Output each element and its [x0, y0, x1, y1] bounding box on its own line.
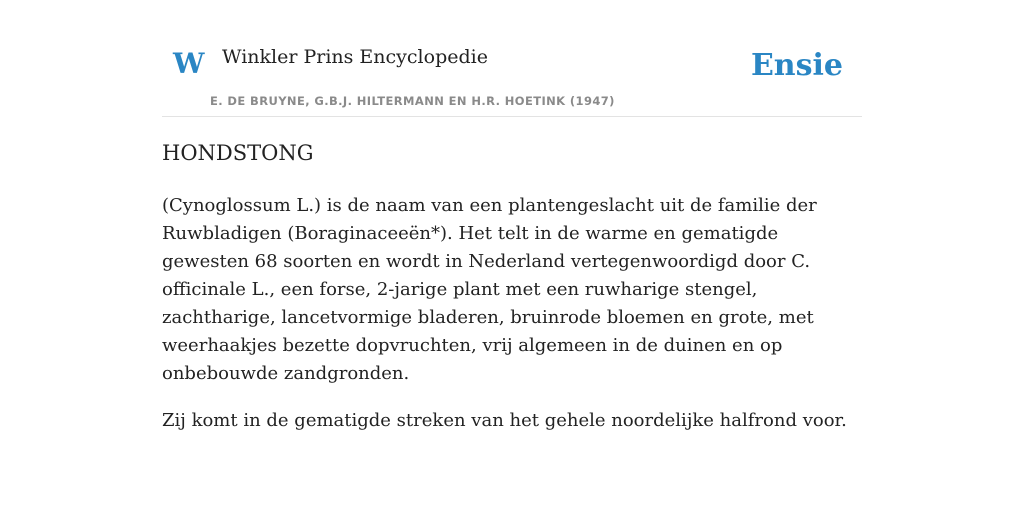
source-title[interactable]: Winkler Prins Encyclopedie — [222, 46, 488, 68]
brand-logo[interactable]: Ensie — [750, 48, 843, 83]
entry-body — [162, 192, 862, 454]
entry-paragraph: Zij komt in de gematigde streken van het gehele noordelijke halfrond voor. — [162, 410, 847, 431]
source-logo[interactable]: W — [173, 47, 205, 80]
source-header — [162, 0, 862, 117]
entry-paragraph: (Cynoglossum L.) is de naam van een plantengeslacht uit de familie der Ruwbladigen (Boraginaceeën*). Het telt in de warme en gematigde gewesten 68 soorten en wordt in Nederland vertegenwoordigd door C. officinale L., een forse, 2-jarige plant met een ruwharige stengel, zachtharige, lancetvormige bladeren, bruinrode bloemen en grote, met weerhaakjes bezette dopvruchten, vrij algemeen in de duinen en op onbebouwde zandgronden. — [162, 195, 817, 384]
source-authors: E. DE BRUYNE, G.B.J. HILTERMANN EN H.R. HOETINK (1947) — [210, 94, 615, 108]
page — [162, 0, 862, 431]
entry-title: HONDSTONG — [162, 141, 314, 165]
